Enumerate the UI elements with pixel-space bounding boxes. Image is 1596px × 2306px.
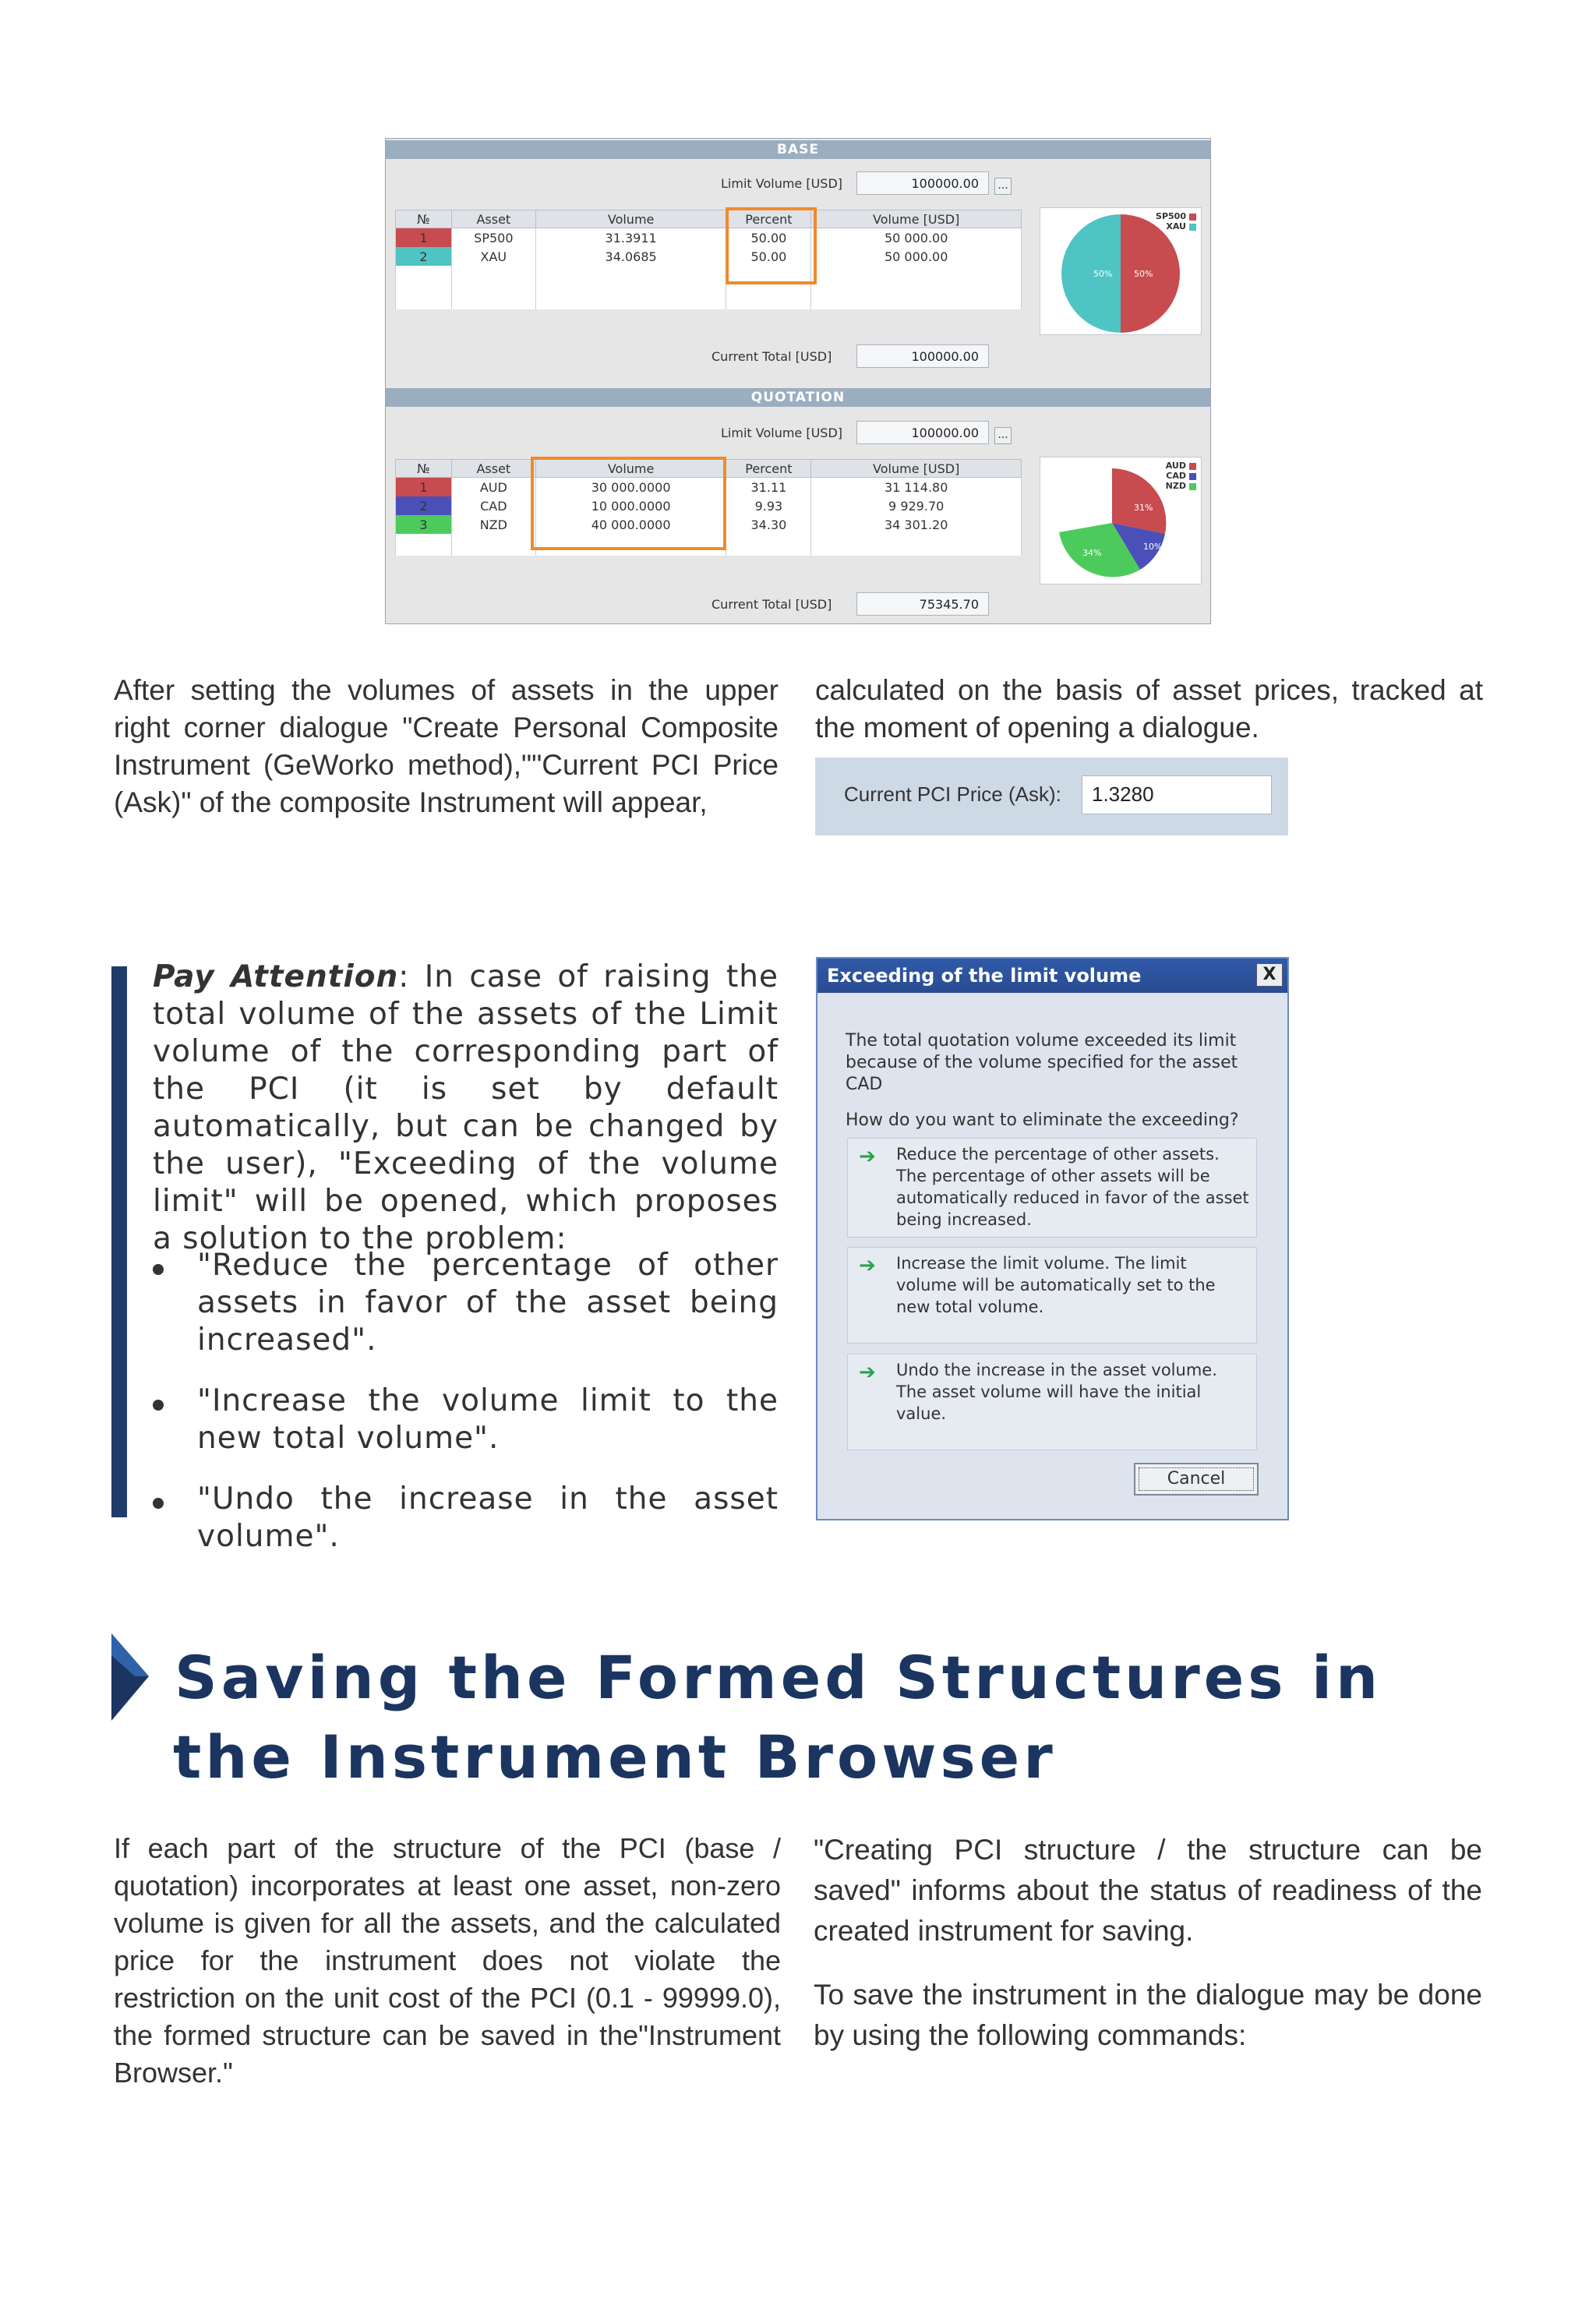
col-volume-usd: Volume [USD] (811, 210, 1022, 228)
save-conditions-paragraph: If each part of the structure of the PCI (base / quotation) incorporates at least one asset, non-zero volume is given for all the assets, and the calculated price for the instrument does not violate the restriction on the unit cost of the PCI (0.1 - 99999.0), the formed structure can be saved in the"Instrument Browser." (114, 1832, 781, 2089)
dialog-question: How do you want to eliminate the exceeding? (846, 1111, 1239, 1130)
pie-label-xau: 50% (1093, 269, 1113, 279)
row-volume-usd: 34 301.20 (811, 515, 1022, 534)
base-total-label: Current Total [USD] (711, 349, 832, 364)
row-volume[interactable]: 34.0685 (535, 247, 726, 266)
option-increase-limit[interactable] (847, 1247, 1257, 1344)
bullet-dot (153, 1400, 164, 1411)
base-pie-chart (1040, 207, 1202, 335)
col-percent: Percent (726, 210, 811, 228)
row-percent[interactable]: 31.11 (726, 478, 811, 497)
base-section-header: BASE (386, 140, 1210, 159)
row-asset: XAU (451, 247, 535, 266)
row-volume[interactable]: 30 000.0000 (535, 478, 726, 497)
row-number: 1 (396, 228, 452, 248)
legend-xau: XAU (1166, 221, 1186, 231)
option-undo-increase[interactable] (847, 1354, 1257, 1450)
row-asset: SP500 (451, 228, 535, 248)
base-assets-table (395, 210, 1022, 309)
quotation-limit-input[interactable]: 100000.00 (856, 421, 989, 444)
row-volume-usd: 31 114.80 (811, 478, 1022, 497)
row-volume[interactable]: 31.3911 (535, 228, 726, 248)
arrow-right-icon: ➔ (859, 1361, 876, 1384)
quotation-legend (1166, 461, 1196, 491)
option-text: Reduce the percentage of other assets. The percentage of other assets will be automatically reduced in favor of the asset being increased. (896, 1145, 1249, 1229)
col-number: № (396, 460, 452, 478)
base-total-value: 100000.00 (856, 344, 989, 368)
row-volume-usd: 50 000.00 (811, 228, 1022, 248)
base-limit-label: Limit Volume [USD] (721, 176, 843, 191)
quotation-pie-chart (1040, 457, 1202, 584)
section-heading-line2: the Instrument Browser (173, 1722, 1057, 1792)
row-volume-usd: 50 000.00 (811, 247, 1022, 266)
row-percent[interactable]: 50.00 (726, 247, 811, 266)
bullet-dot (153, 1264, 164, 1275)
save-commands-paragraph: To save the instrument in the dialogue may be done by using the following commands: (814, 1979, 1482, 2051)
save-status-paragraph: "Creating PCI structure / the structure can be saved" informs about the status of readiness of the created instrument for saving. (814, 1834, 1482, 1947)
pie-label-sp500: 50% (1134, 269, 1153, 279)
attention-body: : In case of raising the total volume of the assets of the Limit volume of the corresponding part of the PCI (it is set by default automatically, but can be changed by the user), "Exceeding of the volume limit" will be opened, which proposes a solution to the problem: (153, 959, 779, 1256)
row-asset: NZD (451, 515, 535, 534)
pie-slice-aud (1112, 468, 1166, 534)
arrow-right-icon: ➔ (859, 1254, 876, 1277)
current-price-label: Current PCI Price (Ask): (844, 782, 1061, 806)
option-text: Increase the limit volume. The limit volume will be automatically set to the new total volume. (896, 1254, 1216, 1316)
chevron-right-icon (111, 1633, 150, 1727)
intro-paragraph-continued: calculated on the basis of asset prices, tracked at the moment of opening a dialogue. (815, 674, 1483, 743)
col-volume-usd: Volume [USD] (811, 460, 1022, 478)
col-volume: Volume (535, 460, 726, 478)
col-volume: Volume (535, 210, 726, 228)
attention-lead: Pay Attention (153, 959, 399, 994)
arrow-right-icon: ➔ (859, 1145, 876, 1168)
legend-cad: CAD (1166, 471, 1186, 481)
row-number: 3 (396, 515, 452, 534)
option-text: Undo the increase in the asset volume. The asset volume will have the initial value. (896, 1361, 1217, 1423)
bullet-item-undo: "Undo the increase in the asset volume". (197, 1481, 779, 1554)
dialog-title: Exceeding of the limit volume (817, 959, 1287, 993)
row-percent[interactable]: 50.00 (726, 228, 811, 248)
table-row[interactable] (396, 228, 1022, 248)
current-price-panel (815, 757, 1288, 835)
row-asset: CAD (451, 496, 535, 515)
dialog-message: The total quotation volume exceeded its limit because of the volume specified for the asset CAD (846, 1031, 1238, 1094)
col-asset: Asset (451, 210, 535, 228)
current-price-field[interactable]: 1.3280 (1082, 775, 1272, 814)
quotation-total-label: Current Total [USD] (711, 597, 832, 612)
bullet-dot (153, 1498, 164, 1509)
row-volume[interactable]: 10 000.0000 (535, 496, 726, 515)
pie-label-nzd: 34% (1082, 548, 1102, 558)
base-legend (1156, 211, 1196, 231)
pci-composition-panel (385, 138, 1211, 624)
cancel-button[interactable]: Cancel (1134, 1463, 1259, 1496)
bullet-item-reduce: "Reduce the percentage of other assets in favor of the asset being increased". (197, 1248, 779, 1358)
exceeding-limit-dialog (816, 957, 1289, 1520)
intro-paragraph: After setting the volumes of assets in the upper right corner dialogue "Create Personal Composite Instrument (GeWorko method),""Current PCI Price (Ask)" of the composite Instrument will appear, (114, 674, 779, 818)
row-percent[interactable]: 34.30 (726, 515, 811, 534)
row-volume-usd: 9 929.70 (811, 496, 1022, 515)
legend-sp500: SP500 (1156, 211, 1186, 221)
quotation-limit-button[interactable]: ... (994, 427, 1012, 444)
attention-paragraph (153, 959, 779, 1258)
col-asset: Asset (451, 460, 535, 478)
attention-bar (111, 966, 127, 1517)
bullet-item-increase: "Increase the volume limit to the new total volume". (197, 1383, 779, 1456)
row-number: 2 (396, 496, 452, 515)
quotation-section-header: QUOTATION (386, 388, 1210, 407)
col-percent: Percent (726, 460, 811, 478)
pie-label-aud: 31% (1134, 503, 1153, 513)
pie-label-cad: 10% (1143, 542, 1163, 552)
base-limit-input[interactable]: 100000.00 (856, 171, 989, 195)
row-percent[interactable]: 9.93 (726, 496, 811, 515)
base-limit-button[interactable]: ... (994, 178, 1012, 195)
legend-aud: AUD (1165, 461, 1186, 471)
section-heading-line1: Saving the Formed Structures in (175, 1643, 1382, 1712)
volume-highlight (531, 457, 726, 550)
row-number: 1 (396, 478, 452, 497)
col-number: № (396, 210, 452, 228)
table-row[interactable] (396, 247, 1022, 266)
option-reduce-percentage[interactable] (847, 1138, 1257, 1238)
quotation-total-value: 75345.70 (856, 592, 989, 616)
row-volume[interactable]: 40 000.0000 (535, 515, 726, 534)
row-asset: AUD (451, 478, 535, 497)
percent-highlight (726, 207, 817, 284)
legend-nzd: NZD (1165, 481, 1186, 491)
quotation-limit-label: Limit Volume [USD] (721, 426, 843, 440)
close-icon[interactable]: X (1256, 963, 1283, 987)
row-number: 2 (396, 247, 452, 266)
